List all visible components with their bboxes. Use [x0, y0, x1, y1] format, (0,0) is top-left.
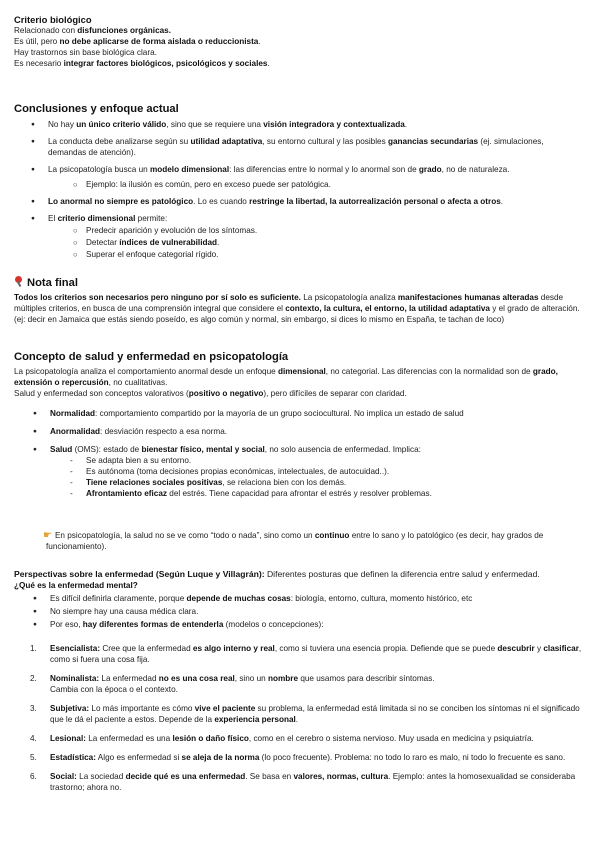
bold-text: índices de vulnerabilidad — [119, 238, 218, 247]
criterio-line: Relacionado con disfunciones orgánicas. — [14, 26, 172, 35]
conclusion-item: ● La conducta debe analizarse según su utilidad adaptativa, su entorno cultural y las posibles ganancias secundarias (ej. simulaciones, demandas de atención). — [48, 136, 582, 158]
bold-text: grado — [418, 165, 442, 174]
conclusion-subitem: ○ Ejemplo: la ilusión es común, pero en exceso puede ser patológica. — [86, 179, 582, 190]
bold-text: positivo o negativo — [188, 389, 264, 398]
conclusion-item: ● No hay un único criterio válido, sino que se requiere una visión integradora y contextualizada. — [48, 119, 582, 130]
salud-item-salud: ● Salud (OMS): estado de bienestar físico, mental y social, no solo ausencia de enfermedad. Implica: — [50, 444, 582, 455]
bold-text: Salud — [50, 445, 73, 454]
item-text: Nominalista: La enfermedad no es una cosa real, sino un nombre que usamos para describir síntomas. — [50, 674, 435, 683]
bold-text: no es una cosa real — [158, 674, 235, 683]
conclusion-subitem: ○ Predecir aparición y evolución de los síntomas. — [86, 225, 582, 236]
bold-text: Normalidad — [50, 409, 96, 418]
nota-title: Nota final — [27, 277, 78, 289]
bold-text: Social: — [50, 772, 77, 781]
perspectivas-bullets — [50, 593, 582, 630]
modelo-item-nominalista — [30, 673, 582, 695]
bold-text: decide qué es una enfermedad — [125, 772, 246, 781]
perspectivas-numbered — [30, 643, 582, 793]
bold-text: descubrir — [497, 644, 535, 653]
bold-text: experiencia personal — [214, 715, 296, 724]
nota-paragraph: Todos los criterios son necesarios pero ninguno por sí solo es suficiente. La psicopatología analiza manifestaciones humanas alteradas desde múltiples criterios, en busca de una comprensión integral que considere el contexto, la cultura, el entorno, la utilidad adaptativa y el grado de alteración. (ej: decir en Jamaica que estás siendo poseído, es algo común y normal, sin embargo, si dices lo mismo en España, te tachan de loco) — [14, 293, 580, 324]
bold-text: Esencialista: — [50, 644, 101, 653]
salud-section — [14, 352, 586, 399]
perspectivas-title: Perspectivas sobre la enfermedad (Según Luque y Villagrán): Diferentes posturas que definen la diferencia entre salud y enfermedad. — [14, 569, 540, 579]
salud-intro-2: Salud y enfermedad son conceptos valorativos (positivo o negativo), pero difíciles de separar con claridad. — [14, 389, 407, 398]
bold-text: no debe aplicarse de forma aislada o reduccionista — [59, 37, 259, 46]
bold-text: hay diferentes formas de entenderla — [82, 620, 224, 629]
salud-intro: La psicopatología analiza el comportamiento anormal desde un enfoque dimensional, no categorial. Las diferencias con la normalidad son de grado, extensión o repercusión, no cualitativas. — [14, 367, 558, 387]
salud-item-normalidad: ● Normalidad: comportamiento compartido por la mayoría de un grupo sociocultural. No implica un estado de salud — [50, 408, 582, 419]
salud-subitem: - Se adapta bien a su entorno. — [86, 455, 582, 466]
bold-text: Anormalidad — [50, 427, 101, 436]
bold-text: integrar factores biológicos, psicológicos y sociales — [63, 59, 268, 68]
bold-text: manifestaciones humanas alteradas — [397, 293, 539, 302]
item-text: Lesional: La enfermedad es una lesión o daño físico, como en el cerebro o sistema nervioso. Muy usada en medicina y psiquiatría. — [50, 734, 534, 743]
item-number: 1. — [30, 644, 37, 653]
item-number: 2. — [30, 674, 37, 683]
modelo-item-subjetiva — [30, 703, 582, 725]
bold-text: ganancias secundarias — [387, 137, 479, 146]
conclusion-item: ● Lo anormal no siempre es patológico. Lo es cuando restringe la libertad, la autorrealización personal o afecta a otros. — [48, 196, 582, 207]
salud-title: Concepto de salud y enfermedad en psicopatología — [14, 351, 289, 363]
bold-text: restringe la libertad, la autorrealización personal o afecta a otros — [249, 197, 501, 206]
conclusion-item: ● La psicopatología busca un modelo dimensional: las diferencias entre lo normal y lo anormal son de grado, no de naturaleza. — [48, 164, 582, 175]
item-text: Social: La sociedad decide qué es una enfermedad. Se basa en valores, normas, cultura. Ejemplo: antes la homosexualidad se consideraba trastorno; ahora no. — [50, 772, 576, 792]
criterio-line: Es necesario integrar factores biológicos, psicológicos y sociales. — [14, 59, 270, 68]
conclusiones-title: Conclusiones y enfoque actual — [14, 103, 179, 115]
bold-text: se aleja de la norma — [181, 753, 260, 762]
bold-text: vive el paciente — [194, 704, 256, 713]
bold-text: grado, extensión o repercusión — [14, 367, 558, 387]
item-text: Subjetiva: Lo más importante es cómo vive el paciente su problema, la enfermedad está limitada si no se conciben los síntomas ni el significado que le dá el paciente a estos. Depende de la experiencia personal. — [50, 704, 580, 724]
bold-text: continuo — [314, 531, 350, 540]
criterio-title: Criterio biológico — [14, 14, 92, 25]
conclusion-subitem: ○ Detectar índices de vulnerabilidad. — [86, 237, 582, 248]
bold-text: Nominalista: — [50, 674, 100, 683]
pointing-hand-icon: ☛ — [43, 530, 52, 541]
bold-text: Todos los criterios son necesarios pero ninguno por sí solo es suficiente. — [14, 293, 301, 302]
bold-text: bienestar físico, mental y social — [141, 445, 265, 454]
item-text: Estadística: Algo es enfermedad si se aleja de la norma (lo poco frecuente). Problema: no todo lo raro es malo, ni todo lo frecuente es sano. — [50, 753, 566, 762]
perspectiva-bullet: ● Por eso, hay diferentes formas de entenderla (modelos o concepciones): — [50, 619, 582, 630]
bold-text: dimensional — [278, 367, 326, 376]
bold-text: Subjetiva: — [50, 704, 90, 713]
bold-text: depende de muchas cosas — [186, 594, 291, 603]
modelo-item-lesional — [30, 733, 582, 744]
criterio-line: Hay trastornos sin base biológica clara. — [14, 48, 157, 57]
modelo-item-esencialista — [30, 643, 582, 665]
bold-text: Lesional: — [50, 734, 86, 743]
conclusiones-list — [48, 119, 582, 260]
item-extra: Cambia con la época o el contexto. — [50, 685, 178, 694]
modelo-item-estadistica — [30, 752, 582, 763]
bold-text: visión integradora y contextualizada — [263, 120, 405, 129]
bold-text: es algo interno y real — [192, 644, 275, 653]
bold-text: contexto, la cultura, el entorno, la utilidad adaptativa — [285, 304, 490, 313]
item-text: Esencialista: Cree que la enfermedad es algo interno y real, como si tuviera una esencia propia. Defiende que se puede descubrir y clasificar, como si fuera una cosa fija. — [50, 644, 582, 664]
perspectivas-question: ¿Qué es la enfermedad mental? — [14, 581, 138, 590]
bold-text: disfunciones orgánicas. — [77, 26, 172, 35]
item-number: 5. — [30, 753, 37, 762]
salud-item-anormalidad: ● Anormalidad: desviación respecto a esa norma. — [50, 426, 582, 437]
salud-subitem: - Tiene relaciones sociales positivas, se relaciona bien con los demás. — [86, 477, 582, 488]
criterio-biologico-section — [14, 14, 586, 69]
modelo-item-social — [30, 771, 582, 793]
bold-text: Perspectivas sobre la enfermedad (Según Luque y Villagrán): — [14, 569, 265, 579]
bold-text: Afrontamiento eficaz — [86, 489, 167, 498]
item-number: 4. — [30, 734, 37, 743]
bold-text: Lo anormal no siempre es patológico — [48, 197, 194, 206]
bold-text: un único criterio válido — [76, 120, 167, 129]
nota-title-row — [14, 276, 586, 289]
conclusion-item: ● El criterio dimensional permite: — [48, 213, 582, 224]
salud-list — [50, 408, 582, 499]
bold-text: valores, normas, cultura — [293, 772, 389, 781]
salud-callout — [43, 530, 560, 552]
bold-text: clasificar — [543, 644, 579, 653]
bold-text: criterio dimensional — [57, 214, 136, 223]
salud-subitem: - Es autónoma (toma decisiones propias económicas, intelectuales, de autocuidad..). — [86, 466, 582, 477]
bold-text: utilidad adaptativa — [190, 137, 263, 146]
perspectiva-bullet: ● Es difícil definirla claramente, porque depende de muchas cosas: biología, entorno, cultura, momento histórico, etc — [50, 593, 582, 604]
salud-subitem: - Afrontamiento eficaz del estrés. Tiene capacidad para afrontar el estrés y resolver problemas. — [86, 488, 582, 499]
item-number: 6. — [30, 772, 37, 781]
salud-callout-text: En psicopatología, la salud no se ve como “todo o nada”, sino como un continuo entre lo sano y lo patológico (es decir, hay grados de funcionamiento). — [46, 531, 544, 551]
conclusiones-section — [14, 104, 586, 115]
conclusion-subitem: ○ Superar el enfoque categorial rígido. — [86, 249, 582, 260]
bold-text: Tiene relaciones sociales positivas — [86, 478, 223, 487]
pushpin-icon — [14, 276, 24, 287]
bold-text: lesión o daño físico — [172, 734, 249, 743]
item-number: 3. — [30, 704, 37, 713]
bold-text: Estadística: — [50, 753, 96, 762]
criterio-line: Es útil, pero no debe aplicarse de forma aislada o reduccionista. — [14, 37, 261, 46]
bold-text: modelo dimensional — [149, 165, 230, 174]
nota-section — [14, 276, 586, 325]
perspectiva-bullet: ● No siempre hay una causa médica clara. — [50, 606, 582, 617]
bold-text: nombre — [268, 674, 299, 683]
perspectivas-section — [14, 569, 586, 591]
